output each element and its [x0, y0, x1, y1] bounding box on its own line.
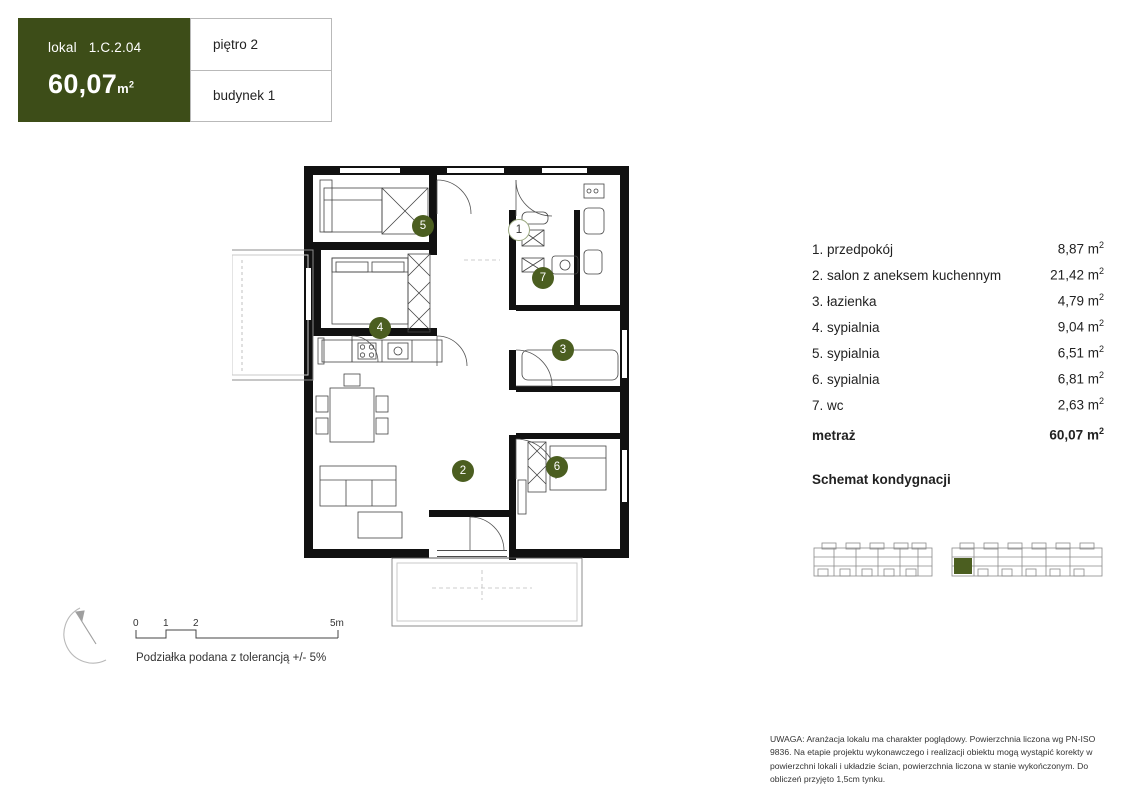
svg-text:5m: 5m — [330, 618, 344, 629]
room-area: 2,63 $m^2$ — [1057, 396, 1104, 413]
unit-label: lokal — [48, 40, 77, 55]
unit-area — [48, 69, 190, 100]
table-row — [812, 266, 1104, 292]
highlighted-unit-marker — [954, 558, 972, 574]
room-name: 2. salon z aneksem kuchennym — [812, 267, 1002, 283]
unit-area-value: 60,07 — [48, 69, 118, 99]
room-badge-6: 6 — [546, 456, 568, 478]
room-badge-3: 3 — [552, 339, 574, 361]
table-row — [812, 396, 1104, 422]
scale-note: Podziałka podana z tolerancją +/- 5% — [136, 652, 327, 664]
storey-scheme-title: Schemat kondygnacji — [812, 472, 951, 487]
disclaimer-note: UWAGA: Aranżacja lokalu ma charakter poglądowy. Powierzchnia liczona wg PN-ISO 9836. Na etapie projektu wykonawczego i realizacji obiektu mogą wystąpić korekty w powierzchni lokali i układzie ścian, powierzchnia liczona w stanie wykończonym. Do obliczeń przyjęto 1,5cm tynku. — [770, 734, 1096, 784]
total-area: 60,07 $m^2$ — [1049, 426, 1104, 443]
table-row — [812, 292, 1104, 318]
plan-header — [18, 18, 332, 122]
floor-plan-drawing — [232, 150, 652, 650]
room-badge-5: 5 — [412, 215, 434, 237]
svg-text:2: 2 — [193, 618, 199, 629]
unit-code: 1.C.2.04 — [88, 40, 142, 55]
room-area: 6,81 $m^2$ — [1057, 370, 1104, 387]
unit-summary-block — [18, 18, 190, 122]
room-name: 5. sypialnia — [812, 345, 880, 361]
total-label: metraż — [812, 427, 856, 443]
table-row — [812, 370, 1104, 396]
room-area: 21,42 $m^2$ — [1050, 266, 1104, 283]
unit-label-line — [48, 40, 190, 55]
room-badge-1: 1 — [508, 219, 530, 241]
room-area: 9,04 $m^2$ — [1057, 318, 1104, 335]
svg-text:0: 0 — [133, 618, 139, 629]
floor-plan — [232, 150, 652, 650]
room-schedule-table — [812, 240, 1104, 452]
table-row — [812, 240, 1104, 266]
building-cell: budynek 1 — [190, 70, 332, 123]
floor-cell: piętro 2 — [190, 18, 332, 70]
room-badge-7: 7 — [532, 267, 554, 289]
room-name: 6. sypialnia — [812, 371, 880, 387]
room-area: 8,87 $m^2$ — [1057, 240, 1104, 257]
table-row — [812, 344, 1104, 370]
room-name: 1. przedpokój — [812, 241, 894, 257]
header-meta-cells — [190, 18, 332, 122]
table-row — [812, 318, 1104, 344]
storey-scheme — [812, 540, 1104, 584]
unit-area-unit: $m^2$ — [117, 79, 135, 96]
room-name: 4. sypialnia — [812, 319, 880, 335]
room-badge-4: 4 — [369, 317, 391, 339]
room-area: 4,79 $m^2$ — [1057, 292, 1104, 309]
north-arrow-icon — [64, 608, 106, 663]
table-row-total — [812, 426, 1104, 452]
room-badge-2: 2 — [452, 460, 474, 482]
storey-scheme-drawing — [812, 540, 1104, 584]
room-name: 3. łazienka — [812, 293, 877, 309]
svg-text:1: 1 — [163, 618, 169, 629]
room-name: 7. wc — [812, 397, 844, 413]
room-area: 6,51 $m^2$ — [1057, 344, 1104, 361]
